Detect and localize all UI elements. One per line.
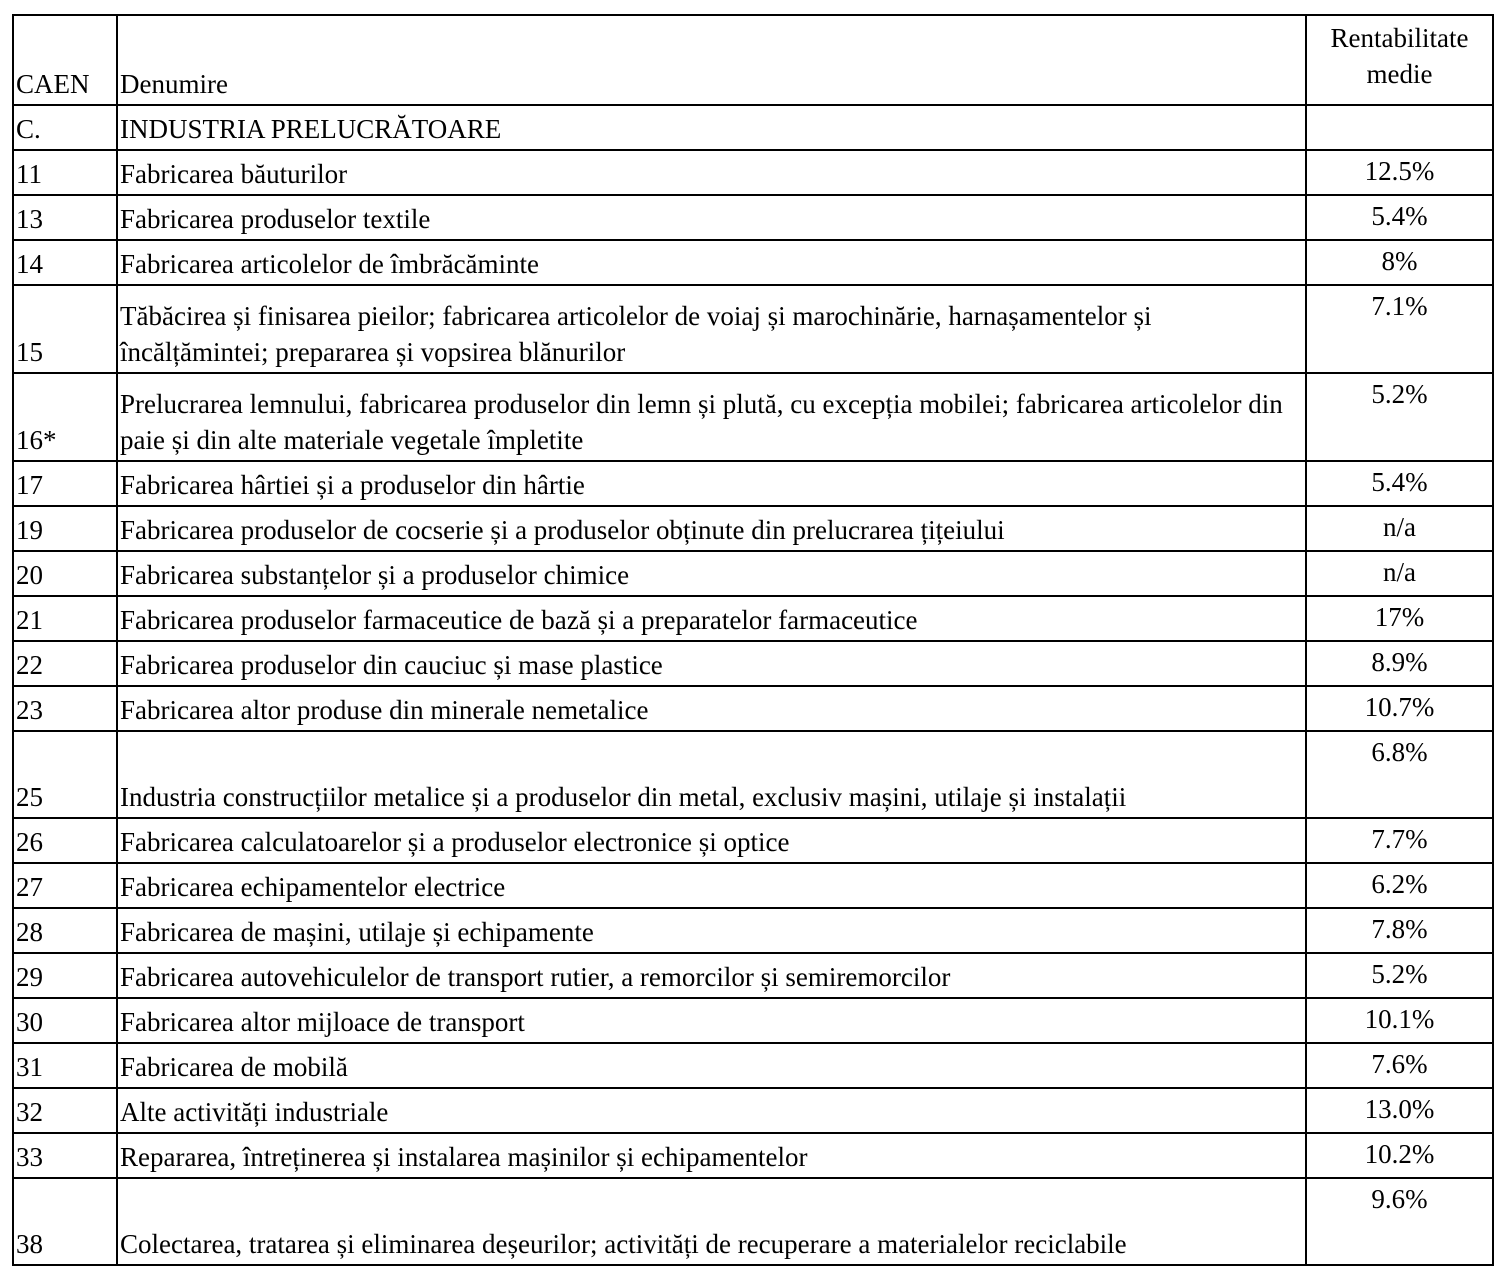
row-code: 13	[13, 195, 117, 240]
row-value: n/a	[1306, 551, 1493, 596]
row-code: 16*	[13, 373, 117, 461]
row-value: 7.7%	[1306, 818, 1493, 863]
row-name: Fabricarea substanțelor și a produselor chimice	[117, 551, 1306, 596]
row-name: Fabricarea autovehiculelor de transport rutier, a remorcilor și semiremorcilor	[117, 953, 1306, 998]
table-row	[13, 1043, 1493, 1088]
row-name: Fabricarea articolelor de îmbrăcăminte	[117, 240, 1306, 285]
row-name: Fabricarea produselor textile	[117, 195, 1306, 240]
table-row	[13, 373, 1493, 461]
row-code: 11	[13, 150, 117, 195]
table-row	[13, 908, 1493, 953]
row-name: Fabricarea echipamentelor electrice	[117, 863, 1306, 908]
row-value: 5.4%	[1306, 195, 1493, 240]
table-row	[13, 551, 1493, 596]
row-code: 29	[13, 953, 117, 998]
row-code: 26	[13, 818, 117, 863]
header-row	[13, 15, 1493, 105]
table-row	[13, 686, 1493, 731]
row-value: 8%	[1306, 240, 1493, 285]
row-value: 13.0%	[1306, 1088, 1493, 1133]
table-row	[13, 863, 1493, 908]
table-row	[13, 150, 1493, 195]
row-code: 28	[13, 908, 117, 953]
row-value: 8.9%	[1306, 641, 1493, 686]
row-value: 5.4%	[1306, 461, 1493, 506]
row-name: Fabricarea băuturilor	[117, 150, 1306, 195]
row-name: Industria construcțiilor metalice și a produselor din metal, exclusiv mașini, utilaje și instalații	[117, 731, 1306, 818]
row-code: 17	[13, 461, 117, 506]
header-rentabilitate	[1306, 15, 1493, 105]
row-value: n/a	[1306, 506, 1493, 551]
header-denumire: Denumire	[117, 15, 1306, 105]
row-code: 21	[13, 596, 117, 641]
row-name: Prelucrarea lemnului, fabricarea produselor din lemn și plută, cu excepția mobilei; fabricarea articolelor din paie și din alte materiale vegetale împletite	[117, 373, 1306, 461]
table-row	[13, 1088, 1493, 1133]
table-row	[13, 285, 1493, 373]
table-row	[13, 998, 1493, 1043]
row-code: 14	[13, 240, 117, 285]
row-value: 10.2%	[1306, 1133, 1493, 1178]
row-value: 6.2%	[1306, 863, 1493, 908]
section-name: INDUSTRIA PRELUCRĂTOARE	[117, 105, 1306, 150]
row-name: Fabricarea calculatoarelor și a produselor electronice și optice	[117, 818, 1306, 863]
table-row	[13, 195, 1493, 240]
row-name: Fabricarea altor mijloace de transport	[117, 998, 1306, 1043]
row-value: 17%	[1306, 596, 1493, 641]
header-caen: CAEN	[13, 15, 117, 105]
table-row	[13, 506, 1493, 551]
table-row	[13, 461, 1493, 506]
table-row	[13, 1178, 1493, 1265]
section-code: C.	[13, 105, 117, 150]
table-row	[13, 818, 1493, 863]
row-code: 30	[13, 998, 117, 1043]
row-value: 10.1%	[1306, 998, 1493, 1043]
table-row	[13, 641, 1493, 686]
table-row	[13, 953, 1493, 998]
row-name: Fabricarea hârtiei și a produselor din hârtie	[117, 461, 1306, 506]
row-name: Fabricarea de mașini, utilaje și echipamente	[117, 908, 1306, 953]
row-name: Repararea, întreținerea și instalarea mașinilor și echipamentelor	[117, 1133, 1306, 1178]
row-value: 5.2%	[1306, 953, 1493, 998]
row-name: Fabricarea produselor din cauciuc și mase plastice	[117, 641, 1306, 686]
row-value: 7.6%	[1306, 1043, 1493, 1088]
section-row	[13, 105, 1493, 150]
row-code: 25	[13, 731, 117, 818]
row-name: Tăbăcirea și finisarea pieilor; fabricarea articolelor de voiaj și marochinărie, harnașamentelor și încălțămintei; prepararea și vopsirea blănurilor	[117, 285, 1306, 373]
row-name: Alte activități industriale	[117, 1088, 1306, 1133]
row-code: 23	[13, 686, 117, 731]
row-name: Fabricarea de mobilă	[117, 1043, 1306, 1088]
row-code: 22	[13, 641, 117, 686]
header-rentabilitate-line1: Rentabilitate	[1330, 23, 1469, 53]
table-row	[13, 1133, 1493, 1178]
header-rentabilitate-line2: medie	[1366, 59, 1433, 89]
row-code: 19	[13, 506, 117, 551]
row-name: Fabricarea altor produse din minerale nemetalice	[117, 686, 1306, 731]
table-row	[13, 240, 1493, 285]
row-code: 15	[13, 285, 117, 373]
row-code: 33	[13, 1133, 117, 1178]
row-code: 27	[13, 863, 117, 908]
row-value: 7.1%	[1306, 285, 1493, 373]
row-name: Fabricarea produselor farmaceutice de bază și a preparatelor farmaceutice	[117, 596, 1306, 641]
row-value: 7.8%	[1306, 908, 1493, 953]
table-row	[13, 596, 1493, 641]
row-value: 5.2%	[1306, 373, 1493, 461]
row-value: 9.6%	[1306, 1178, 1493, 1265]
row-code: 38	[13, 1178, 117, 1265]
section-value	[1306, 105, 1493, 150]
row-value: 10.7%	[1306, 686, 1493, 731]
row-code: 32	[13, 1088, 117, 1133]
row-name: Colectarea, tratarea și eliminarea deșeurilor; activități de recuperare a materialelor reciclabile	[117, 1178, 1306, 1265]
row-value: 12.5%	[1306, 150, 1493, 195]
row-value: 6.8%	[1306, 731, 1493, 818]
row-code: 20	[13, 551, 117, 596]
table-row	[13, 731, 1493, 818]
row-name: Fabricarea produselor de cocserie și a produselor obținute din prelucrarea țițeiului	[117, 506, 1306, 551]
row-code: 31	[13, 1043, 117, 1088]
profitability-table	[12, 14, 1494, 1266]
